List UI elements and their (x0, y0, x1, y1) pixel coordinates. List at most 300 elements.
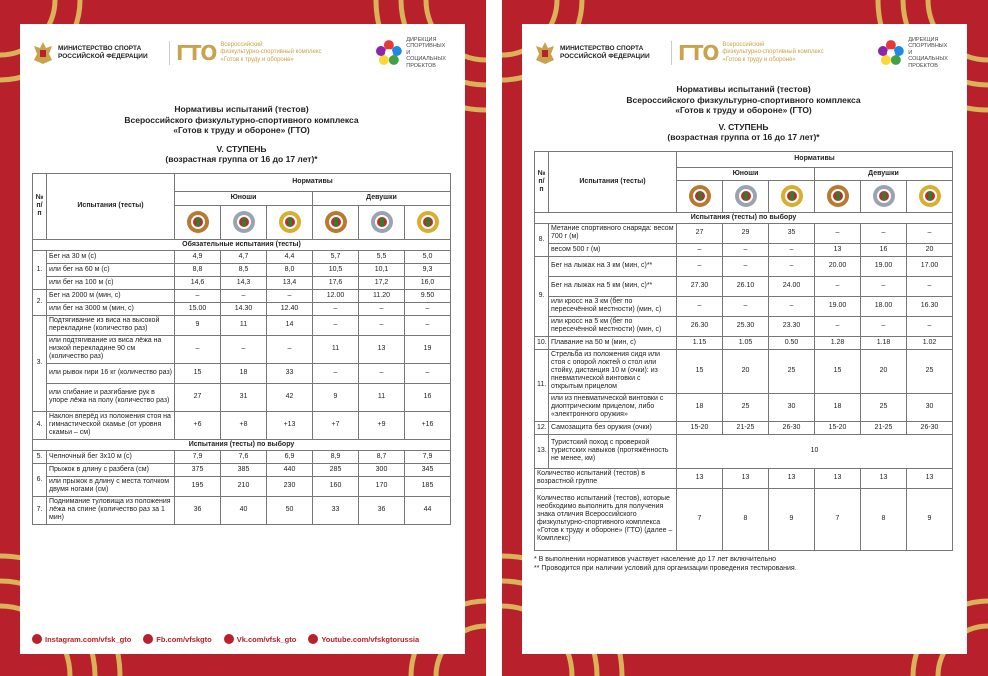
row-number: 11. (535, 349, 549, 421)
norm-value: – (221, 335, 267, 363)
norm-value: – (815, 316, 861, 336)
colorful-star-icon (877, 39, 905, 67)
norm-value: 15-20 (677, 421, 723, 434)
norm-value: 25 (769, 349, 815, 393)
norms-table-left (32, 173, 451, 525)
table-row (33, 463, 451, 476)
test-name: или прыжок в длину с места толчком двумя ногами (см) (47, 476, 175, 496)
norm-value: – (907, 276, 953, 296)
boys-header: Юноши (175, 191, 313, 205)
badge-cell (677, 180, 723, 212)
stage-title (534, 122, 953, 143)
badge-cell (175, 205, 221, 239)
gto-badge-icon (415, 209, 441, 235)
gto-badge-icon (369, 209, 395, 235)
norm-value: 26.30 (677, 316, 723, 336)
ministry-logo (32, 40, 151, 66)
section-mandatory-label: Обязательные испытания (тесты) (33, 239, 451, 250)
norm-value: 13 (769, 468, 815, 488)
norm-value: – (405, 363, 451, 383)
row-number: 12. (535, 421, 549, 434)
gto-badge-icon (687, 183, 713, 209)
footnote-2: ** Проводится при наличии условий для организации проведения тестирования. (534, 564, 797, 572)
norm-value: 25 (907, 349, 953, 393)
test-name: Наклон вперёд из положения стоя на гимнастической скамье (от уровня скамьи – см) (47, 411, 175, 439)
test-name: Подтягивание из виса на высокой перекладине (количество раз) (47, 315, 175, 335)
ministry-line-1: МИНИСТЕРСТВО СПОРТА (58, 45, 142, 52)
norm-value: – (405, 315, 451, 335)
test-name: Бег на лыжах на 5 км (мин, с)** (549, 276, 677, 296)
table-row (33, 335, 451, 363)
norm-value: 9,3 (405, 263, 451, 276)
norm-value: 16.30 (907, 296, 953, 316)
test-name: или кросс на 3 км (бег по пересечённой местности) (мин, с) (549, 296, 677, 316)
test-name: Прыжок в длину с разбега (см) (47, 463, 175, 476)
row-number: 7. (33, 496, 47, 524)
test-name: или кросс на 5 км (бег по пересечённой местности) (мин, с) (549, 316, 677, 336)
norm-value: 11 (313, 335, 359, 363)
norm-value: 10,1 (359, 263, 405, 276)
test-name: или из пневматической винтовки с диоптрическим прицелом, либо «электронного оружия» (549, 393, 677, 421)
dir-line-1: ДИРЕКЦИЯ (908, 36, 939, 43)
norm-value: 13 (723, 468, 769, 488)
norm-value: 16,0 (405, 276, 451, 289)
table-row (33, 476, 451, 496)
test-name: или рывок гири 16 кг (количество раз) (47, 363, 175, 383)
instagram-label: Instagram.com/vfsk_gto (45, 634, 132, 644)
norm-value: 8,8 (175, 263, 221, 276)
norm-value: +6 (175, 411, 221, 439)
youtube-label: Youtube.com/vfskgtorussia (321, 634, 420, 644)
dir-line-4: ПРОЕКТОВ (908, 62, 938, 69)
norm-value: – (723, 256, 769, 276)
badge-cell (907, 180, 953, 212)
norm-value: 50 (267, 496, 313, 524)
norm-value: – (769, 296, 815, 316)
gto-mark: ГТО (678, 41, 719, 65)
norm-value: 385 (221, 463, 267, 476)
norm-value: 14,6 (175, 276, 221, 289)
title-line-2: Всероссийского физкультурно-спортивного комплекса (626, 94, 861, 105)
table-row (33, 276, 451, 289)
norm-value: 25 (861, 393, 907, 421)
table-row (33, 250, 451, 263)
col-test-header: Испытания (тесты) (549, 151, 677, 212)
norm-value: 16 (861, 243, 907, 256)
vk-link[interactable] (224, 634, 297, 644)
page-left (0, 0, 486, 676)
norm-value: 11.20 (359, 289, 405, 302)
norm-value: +13 (267, 411, 313, 439)
norm-value: 4,9 (175, 250, 221, 263)
title-line-1: Нормативы испытаний (тестов) (174, 104, 309, 114)
document-title (32, 104, 451, 136)
test-name: Бег на 2000 м (мин, с) (47, 289, 175, 302)
col-number-header: № п/п (33, 173, 47, 239)
norm-value: – (677, 243, 723, 256)
norm-value: – (175, 289, 221, 302)
gto-line-3: «Готов к труду и обороне» (220, 56, 294, 63)
norm-value: 17,2 (359, 276, 405, 289)
norm-value: 7 (677, 488, 723, 550)
table-row (535, 393, 953, 421)
table-row (33, 450, 451, 463)
norm-value: 7,9 (175, 450, 221, 463)
norm-value: 14 (267, 315, 313, 335)
vk-icon (224, 634, 234, 644)
gto-line-1: Всероссийский (722, 41, 765, 48)
table-row (33, 289, 451, 302)
norm-value: – (267, 289, 313, 302)
norm-value: – (267, 335, 313, 363)
norm-value: 9.50 (405, 289, 451, 302)
norm-value: 24.00 (769, 276, 815, 296)
norm-value: 29 (723, 223, 769, 243)
norm-value: 170 (359, 476, 405, 496)
gto-badge-icon (733, 183, 759, 209)
stage-line-2: (возрастная группа от 16 до 17 лет)* (667, 132, 820, 142)
table-row (33, 363, 451, 383)
document-card (522, 24, 967, 654)
table-row (535, 336, 953, 349)
badge-cell (221, 205, 267, 239)
title-line-1: Нормативы испытаний (тестов) (676, 84, 811, 94)
russian-eagle-icon (32, 40, 54, 66)
norm-value: – (861, 276, 907, 296)
badge-cell (313, 205, 359, 239)
norm-value: 18 (677, 393, 723, 421)
norm-value: – (769, 243, 815, 256)
gto-line-3: «Готов к труду и обороне» (722, 56, 796, 63)
norm-value: 17,6 (313, 276, 359, 289)
norm-value: 1.28 (815, 336, 861, 349)
dir-line-2: СПОРТИВНЫХ (406, 43, 446, 50)
norm-value: 27 (677, 223, 723, 243)
norm-value: 27 (175, 383, 221, 411)
stage-line-1: V. СТУПЕНЬ (216, 143, 267, 154)
norm-value: 21-25 (723, 421, 769, 434)
badge-cell (769, 180, 815, 212)
gto-badge-icon (185, 209, 211, 235)
gto-badge-icon (917, 183, 943, 209)
directorate-logo (375, 37, 451, 70)
norm-value: 16 (405, 383, 451, 411)
norm-value: 195 (175, 476, 221, 496)
norm-value: 13 (861, 468, 907, 488)
badge-cell (405, 205, 451, 239)
test-name: или подтягивание из виса лёжа на низкой перекладине 90 см (количество раз) (47, 335, 175, 363)
row-number: 8. (535, 223, 549, 256)
section-optional-label: Испытания (тесты) по выбору (33, 439, 451, 450)
norm-value: 17.00 (907, 256, 953, 276)
norm-value: 27.30 (677, 276, 723, 296)
section-mandatory (33, 239, 451, 250)
instagram-link[interactable] (32, 634, 131, 644)
norm-value: 160 (313, 476, 359, 496)
badge-cell (861, 180, 907, 212)
norm-value: 26-30 (769, 421, 815, 434)
norm-value: 44 (405, 496, 451, 524)
norm-value: +9 (359, 411, 405, 439)
header-logos (534, 36, 953, 70)
norm-value: 35 (769, 223, 815, 243)
norm-value: 8,5 (221, 263, 267, 276)
row-number: 6. (33, 463, 47, 496)
gto-mark: ГТО (176, 41, 217, 65)
norm-value: 15.00 (175, 302, 221, 315)
norm-value: – (861, 316, 907, 336)
dir-line-3: И СОЦИАЛЬНЫХ (406, 49, 446, 63)
dir-line-1: ДИРЕКЦИЯ (406, 36, 437, 43)
badge-cell (723, 180, 769, 212)
row-number: 2. (33, 289, 47, 315)
norm-value: 440 (267, 463, 313, 476)
facebook-label: Fb.com/vfskgto (156, 634, 212, 644)
stage-line-1: V. СТУПЕНЬ (718, 121, 769, 132)
table-row (535, 434, 953, 468)
table-row (535, 296, 953, 316)
youtube-link[interactable] (308, 634, 419, 644)
table-row (33, 411, 451, 439)
row-number: 3. (33, 315, 47, 411)
norm-value: 18.00 (861, 296, 907, 316)
badge-cell (815, 180, 861, 212)
norm-value: 11 (359, 383, 405, 411)
norm-value: – (815, 223, 861, 243)
norm-value: 5,5 (359, 250, 405, 263)
norm-value: 36 (175, 496, 221, 524)
norm-value: 7,9 (405, 450, 451, 463)
norm-value: – (723, 296, 769, 316)
norm-value: – (405, 302, 451, 315)
norm-value: 19 (405, 335, 451, 363)
norm-value: – (723, 243, 769, 256)
norm-value: 25 (723, 393, 769, 421)
section-optional (535, 212, 953, 223)
norm-value: 25.30 (723, 316, 769, 336)
norm-value: – (313, 363, 359, 383)
norm-value: – (907, 223, 953, 243)
gto-line-2: физкультурно-спортивный комплекс (220, 49, 322, 56)
norm-value: 12.40 (267, 302, 313, 315)
table-row (535, 223, 953, 243)
norm-value: 1.05 (723, 336, 769, 349)
norm-value: +16 (405, 411, 451, 439)
table-row (33, 496, 451, 524)
section-optional (33, 439, 451, 450)
norm-value: – (221, 289, 267, 302)
norm-value: 19.00 (815, 296, 861, 316)
norm-value: 8 (861, 488, 907, 550)
test-name: или сгибание и разгибание рук в упоре лёжа на полу (количество раз) (47, 383, 175, 411)
norm-value: 33 (267, 363, 313, 383)
directorate-logo (877, 37, 953, 70)
norm-value: 4,7 (221, 250, 267, 263)
norm-value: 9 (907, 488, 953, 550)
dir-line-3: И СОЦИАЛЬНЫХ (908, 49, 948, 63)
tests-count-row (535, 468, 953, 488)
norm-value: 230 (267, 476, 313, 496)
norm-value: 13 (677, 468, 723, 488)
norm-value: 8,9 (313, 450, 359, 463)
norm-value: 21-25 (861, 421, 907, 434)
badge-cell (359, 205, 405, 239)
test-name: или бег на 60 м (с) (47, 263, 175, 276)
norm-value: 19.00 (861, 256, 907, 276)
norm-value: 30 (769, 393, 815, 421)
norm-value: 10 (677, 434, 953, 468)
norm-value: 9 (313, 383, 359, 411)
norm-value: 7 (815, 488, 861, 550)
norm-value: 345 (405, 463, 451, 476)
title-line-2: Всероссийского физкультурно-спортивного комплекса (124, 114, 359, 125)
girls-header: Девушки (815, 167, 953, 180)
norm-value: 23.30 (769, 316, 815, 336)
norm-value: – (861, 223, 907, 243)
norm-value: 14,3 (221, 276, 267, 289)
norm-value: 11 (221, 315, 267, 335)
gto-line-2: физкультурно-спортивный комплекс (722, 49, 824, 56)
norm-value: 20 (723, 349, 769, 393)
russian-eagle-icon (534, 40, 556, 66)
norm-value: 1.15 (677, 336, 723, 349)
dir-line-2: СПОРТИВНЫХ (908, 43, 948, 50)
norm-value: 15 (677, 349, 723, 393)
norm-value: 30 (907, 393, 953, 421)
norm-value: 1.18 (861, 336, 907, 349)
norms-table-right (534, 151, 953, 551)
row-number: 5. (33, 450, 47, 463)
table-row (535, 316, 953, 336)
boys-header: Юноши (677, 167, 815, 180)
norm-value: 40 (221, 496, 267, 524)
table-row (535, 243, 953, 256)
gto-badge-icon (871, 183, 897, 209)
colorful-star-icon (375, 39, 403, 67)
table-row (535, 349, 953, 393)
gto-badge-icon (231, 209, 257, 235)
row-number: 1. (33, 250, 47, 289)
norm-value: 26-30 (907, 421, 953, 434)
norm-value: 18 (815, 393, 861, 421)
norm-value: 26.10 (723, 276, 769, 296)
stage-title (32, 144, 451, 165)
norm-value: – (677, 296, 723, 316)
document-title (534, 84, 953, 116)
norm-value: 185 (405, 476, 451, 496)
norm-value: 13 (359, 335, 405, 363)
table-row (33, 263, 451, 276)
vk-label: Vk.com/vfsk_gto (236, 634, 297, 644)
test-name: или бег на 100 м (с) (47, 276, 175, 289)
facebook-link[interactable] (143, 634, 211, 644)
norm-value: 9 (769, 488, 815, 550)
document-card (20, 24, 465, 654)
girls-header: Девушки (313, 191, 451, 205)
test-name: Бег на 30 м (с) (47, 250, 175, 263)
youtube-icon (308, 634, 318, 644)
norm-value: 42 (267, 383, 313, 411)
norm-value: 20.00 (815, 256, 861, 276)
norm-value: 15-20 (815, 421, 861, 434)
norm-value: 20 (907, 243, 953, 256)
norm-value: – (769, 256, 815, 276)
norm-value: 15 (175, 363, 221, 383)
norm-value: 13 (815, 243, 861, 256)
title-line-3: «Готов к труду и обороне» (ГТО) (173, 125, 310, 135)
badge-cell (267, 205, 313, 239)
table-row (535, 256, 953, 276)
footnote-1: * В выполнении нормативов участвует население до 17 лет включительно (534, 555, 777, 563)
norm-value: 8,0 (267, 263, 313, 276)
norm-value: 20 (861, 349, 907, 393)
table-row (33, 315, 451, 335)
table-row (535, 276, 953, 296)
header-logos (32, 36, 451, 70)
norm-value: – (175, 335, 221, 363)
test-name: Плавание на 50 м (мин, с) (549, 336, 677, 349)
norm-value: 5,0 (405, 250, 451, 263)
norm-value: 14.30 (221, 302, 267, 315)
gto-badge-icon (825, 183, 851, 209)
test-name: Бег на лыжах на 3 км (мин, с)** (549, 256, 677, 276)
norm-value: 13 (815, 468, 861, 488)
norm-value: – (313, 302, 359, 315)
tests-required-row (535, 488, 953, 550)
test-name: Количество испытаний (тестов) в возрастной группе (535, 468, 677, 488)
norm-value: – (359, 302, 405, 315)
gto-badge-icon (779, 183, 805, 209)
norm-value: 33 (313, 496, 359, 524)
row-number: 10. (535, 336, 549, 349)
row-number: 4. (33, 411, 47, 439)
stage-line-2: (возрастная группа от 16 до 17 лет)* (165, 154, 318, 164)
table-row (33, 302, 451, 315)
test-name: Метание спортивного снаряда: весом 700 г (м) (549, 223, 677, 243)
gto-badge-icon (323, 209, 349, 235)
norm-value: 300 (359, 463, 405, 476)
row-number: 9. (535, 256, 549, 336)
gto-logo (671, 41, 869, 65)
dir-line-4: ПРОЕКТОВ (406, 62, 436, 69)
test-name: Туристский поход с проверкой туристских навыков (протяжённость не менее, км) (549, 434, 677, 468)
norm-value: 210 (221, 476, 267, 496)
test-name: весом 500 г (м) (549, 243, 677, 256)
footnotes (534, 555, 953, 573)
norm-value: 5,7 (313, 250, 359, 263)
norm-value: 31 (221, 383, 267, 411)
norm-value: 8,7 (359, 450, 405, 463)
test-name: Количество испытаний (тестов), которые необходимо выполнить для получения знака отличия Всероссийского физкультурно-спортивного комплекса «Готов к труду и обороне» (ГТО) (далее – Комплекс) (535, 488, 677, 550)
norm-value: 1.02 (907, 336, 953, 349)
social-footer (32, 634, 419, 644)
norm-value: +7 (313, 411, 359, 439)
test-name: Самозащита без оружия (очки) (549, 421, 677, 434)
test-name: или бег на 3000 м (мин, с) (47, 302, 175, 315)
facebook-icon (143, 634, 153, 644)
section-optional-label: Испытания (тесты) по выбору (535, 212, 953, 223)
norm-value: 9 (175, 315, 221, 335)
gto-badge-icon (277, 209, 303, 235)
norm-value: 375 (175, 463, 221, 476)
instagram-icon (32, 634, 42, 644)
ministry-logo (534, 40, 653, 66)
col-test-header: Испытания (тесты) (47, 173, 175, 239)
norm-value: – (359, 363, 405, 383)
norm-value: – (815, 276, 861, 296)
test-name: Челночный бег 3х10 м (с) (47, 450, 175, 463)
table-row (33, 383, 451, 411)
